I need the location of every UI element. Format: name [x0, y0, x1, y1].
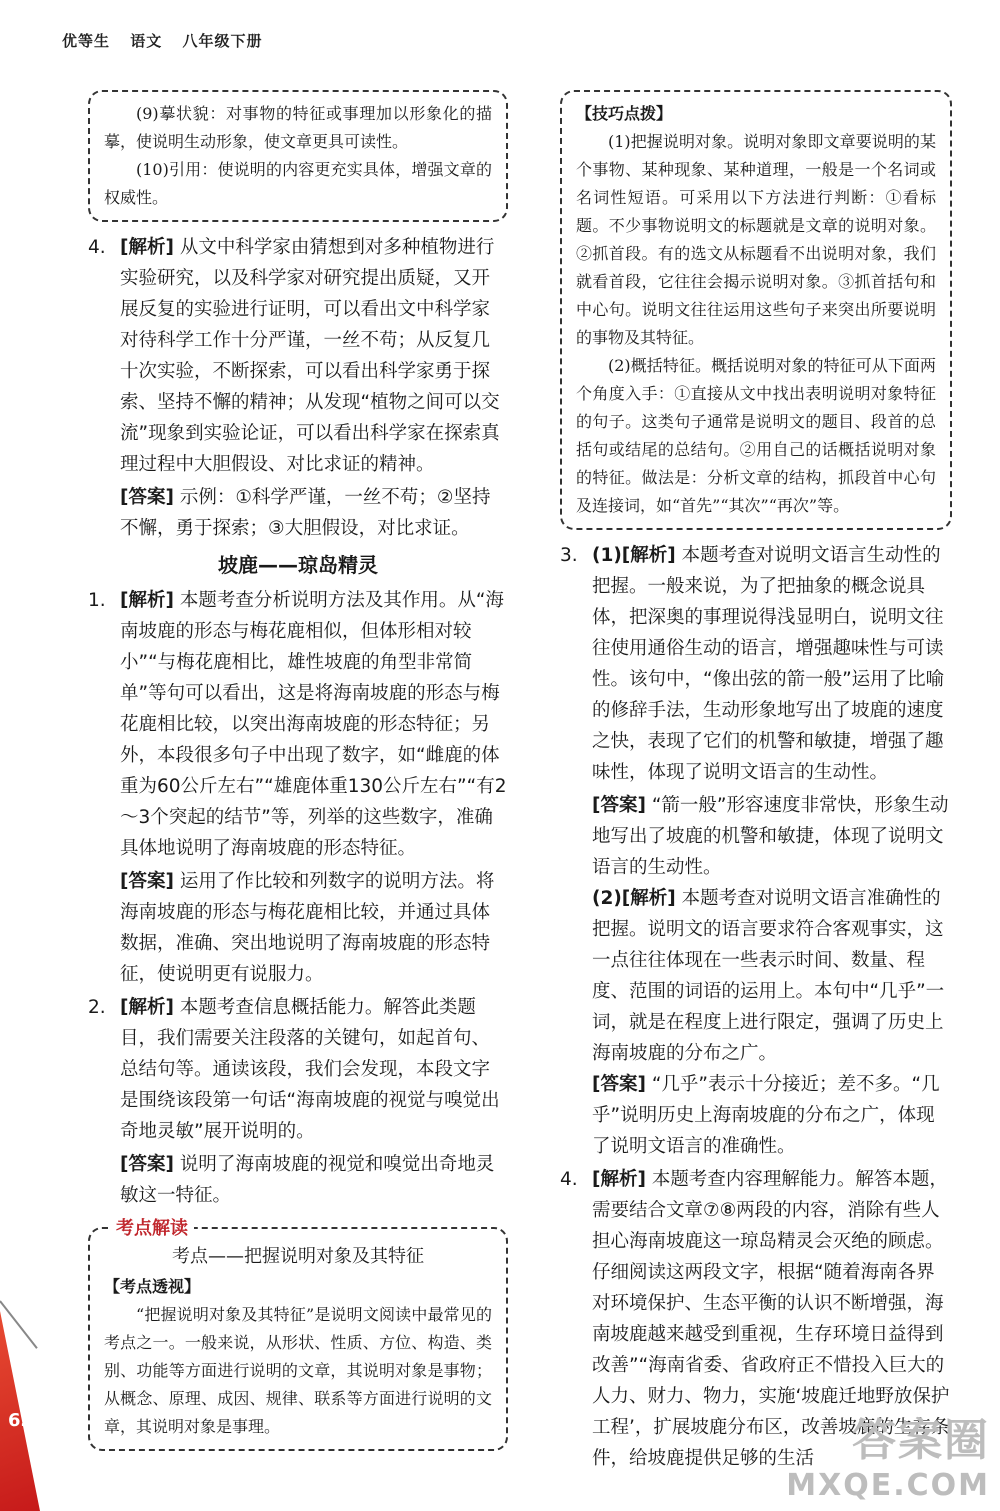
answer-tag: [答案] [592, 795, 646, 816]
analysis-text: 本题考查信息概括能力。解答此类题目，我们需要关注段落的关键句，如起首句、总结句等。通读该段，我们会发现，本段文字是围绕该段第一句话“海南坡鹿的视觉与嗅觉出奇地灵敏”展开说明的。 [120, 997, 500, 1142]
analysis-text: 从文中科学家由猜想到对多种植物进行实验研究，以及科学家对研究提出质疑，又开展反复的实验进行证明，可以看出文中科学家对待科学工作十分严谨，一丝不苟；从反复几十次实验，不断探索，可以看出科学家勇于探索、坚持不懈的精神；从发现“植物之间可以交流”现象到实验论证，可以看出科学家在探索真理过程中大胆假设、对比求证的精神。 [120, 237, 500, 475]
box-item-10: (10)引用：使说明的内容更充实具体，增强文章的权威性。 [104, 160, 492, 207]
answer-tag: [答案] [120, 871, 174, 892]
analysis-tag: [解析] [120, 237, 174, 258]
header-series: 优等生 [62, 32, 111, 50]
watermark-cn: 答案圈 [852, 1415, 990, 1466]
page-header [62, 30, 277, 51]
tips-box [560, 90, 952, 530]
answer-text: “几乎”表示十分接近；差不多。“几乎”说明历史上海南坡鹿的分布之广，体现了说明文语言的准确性。 [592, 1074, 940, 1157]
analysis-tag: (1)[解析] [592, 545, 676, 566]
answer-text: 示例：①科学严谨，一丝不苟；②坚持不懈，勇于探索；③大胆假设，对比求证。 [120, 487, 491, 539]
answer-tag: [答案] [120, 1154, 174, 1175]
analysis-text: 本题考查对说明文语言生动性的把握。一般来说，为了把抽象的概念说具体，把深奥的事理说得浅显明白，说明文往往使用通俗生动的语言，增强趣味性与可读性。该句中，“像出弦的箭一般”运用了比喻的修辞手法，生动形象地写出了坡鹿的速度之快，表现了它们的机警和敏捷，增强了趣味性，体现了说明文语言的生动性。 [592, 545, 945, 783]
kaodian-section [88, 1218, 508, 1451]
watermark [786, 1404, 990, 1503]
analysis-text: 本题考查内容理解能力。解答本题，需要结合文章⑦⑧两段的内容，消除有些人担心海南坡鹿这一琼岛精灵会灭绝的顾虑。仔细阅读这两段文字，根据“随着海南各界对环境保护、生态平衡的认识不断增强，海南坡鹿越来越受到重视，生存环境日益得到改善”“海南省委、省政府正不惜投入巨大的人力、财力、物力，实施‘坡鹿迁地野放保护工程’，扩展坡鹿分布区，改善坡鹿的生存条件，给坡鹿提供足够的生活 [592, 1169, 950, 1469]
analysis-text: 本题考查分析说明方法及其作用。从“海南坡鹿的形态与梅花鹿相似，但体形相对较小”“与梅花鹿相比，雄性坡鹿的角型非常简单”等句可以看出，这是将海南坡鹿的形态与梅花鹿相比较，以突出海南坡鹿的形态特征；另外，本段很多句子中出现了数字，如“雌鹿的体重为60公斤左右”“雄鹿体重130公斤左右”“有2～3个突起的结节”等，列举的这些数字，准确具体地说明了海南坡鹿的形态特征。 [120, 590, 507, 859]
question-1 [88, 585, 508, 864]
analysis-tag: (2)[解析] [592, 888, 676, 909]
analysis-tag: [解析] [120, 590, 174, 611]
tips-title: 【技巧点拨】 [576, 104, 673, 123]
question-number: 4. [88, 237, 106, 258]
question-number: 4. [560, 1169, 578, 1190]
question-number: 1. [88, 590, 106, 611]
section-title: 坡鹿——琼岛精灵 [218, 553, 378, 577]
answer-2 [88, 1149, 508, 1211]
analysis-tag: [解析] [592, 1169, 646, 1190]
answer-tag: [答案] [592, 1074, 646, 1095]
right-column [560, 90, 952, 1476]
header-subject: 语文 [130, 32, 163, 50]
answer-tag: [答案] [120, 487, 174, 508]
kaodian-label: 考点解读 [110, 1213, 194, 1244]
analysis-tag: [解析] [120, 997, 174, 1018]
answer-3-1 [560, 790, 952, 883]
question-3-2 [560, 883, 952, 1069]
box-item-9: (9)摹状貌：对事物的特征或事理加以形象化的描摹，使说明生动形象，使文章更具可读性。 [104, 104, 492, 151]
question-3-1 [560, 540, 952, 788]
answer-3-2 [560, 1069, 952, 1162]
kaodian-text: “把握说明对象及其特征”是说明文阅读中最常见的考点之一。一般来说，从形状、性质、方位、构造、类别、功能等方面进行说明的文章，其说明对象是事物；从概念、原理、成因、规律、联系等方面进行说明的文章，其说明对象是事理。 [104, 1305, 492, 1436]
answer-text: 运用了作比较和列数字的说明方法。将海南坡鹿的形态与梅花鹿相比较，并通过具体数据，准确、突出地说明了海南坡鹿的形态特征，使说明更有说服力。 [120, 871, 495, 985]
question-4-left [88, 232, 508, 480]
answer-1 [88, 866, 508, 990]
analysis-text: 本题考查对说明文语言准确性的把握。说明文的语言要求符合客观事实，这一点往往体现在一些表示时间、数量、程度、范围的词语的运用上。本句中“几乎”一词，就是在程度上进行限定，强调了历史上海南坡鹿的分布之广。 [592, 888, 945, 1064]
kaodian-subheading: 【考点透视】 [104, 1277, 201, 1296]
answer-text: “箭一般”形容速度非常快，形象生动地写出了坡鹿的机警和敏捷，体现了说明文语言的生动性。 [592, 795, 949, 878]
answer-text: 说明了海南坡鹿的视觉和嗅觉出奇地灵敏这一特征。 [120, 1154, 495, 1206]
left-column [88, 90, 508, 1461]
kaodian-title: 考点——把握说明对象及其特征 [172, 1246, 424, 1267]
question-2 [88, 992, 508, 1147]
answer-4-left [88, 482, 508, 544]
page-number: 62 [8, 1410, 34, 1431]
kaodian-box [88, 1227, 508, 1451]
method-box [88, 90, 508, 222]
tips-para-2: (2)概括特征。概括说明对象的特征可从下面两个角度入手：①直接从文中找出表明说明对象特征的句子。这类句子通常是说明文的题目、段首的总括句或结尾的总结句。②用自己的话概括说明对象的特征。做法是：分析文章的结构，抓段首中心句及连接词，如“首先”“其次”“再次”等。 [576, 356, 936, 515]
tips-para-1: (1)把握说明对象。说明对象即文章要说明的某个事物、某种现象、某种道理，一般是一个名词或名词性短语。可采用以下方法进行判断：①看标题。不少事物说明文的标题就是文章的说明对象。②抓首段。有的选文从标题看不出说明对象，我们就看首段，它往往会揭示说明对象。③抓首括句和中心句。说明文往往运用这些句子来突出所要说明的事物及其特征。 [576, 132, 936, 347]
watermark-en: MXQE.COM [786, 1468, 990, 1503]
question-number: 3. [560, 545, 578, 566]
question-number: 2. [88, 997, 106, 1018]
header-grade: 八年级下册 [182, 32, 263, 50]
